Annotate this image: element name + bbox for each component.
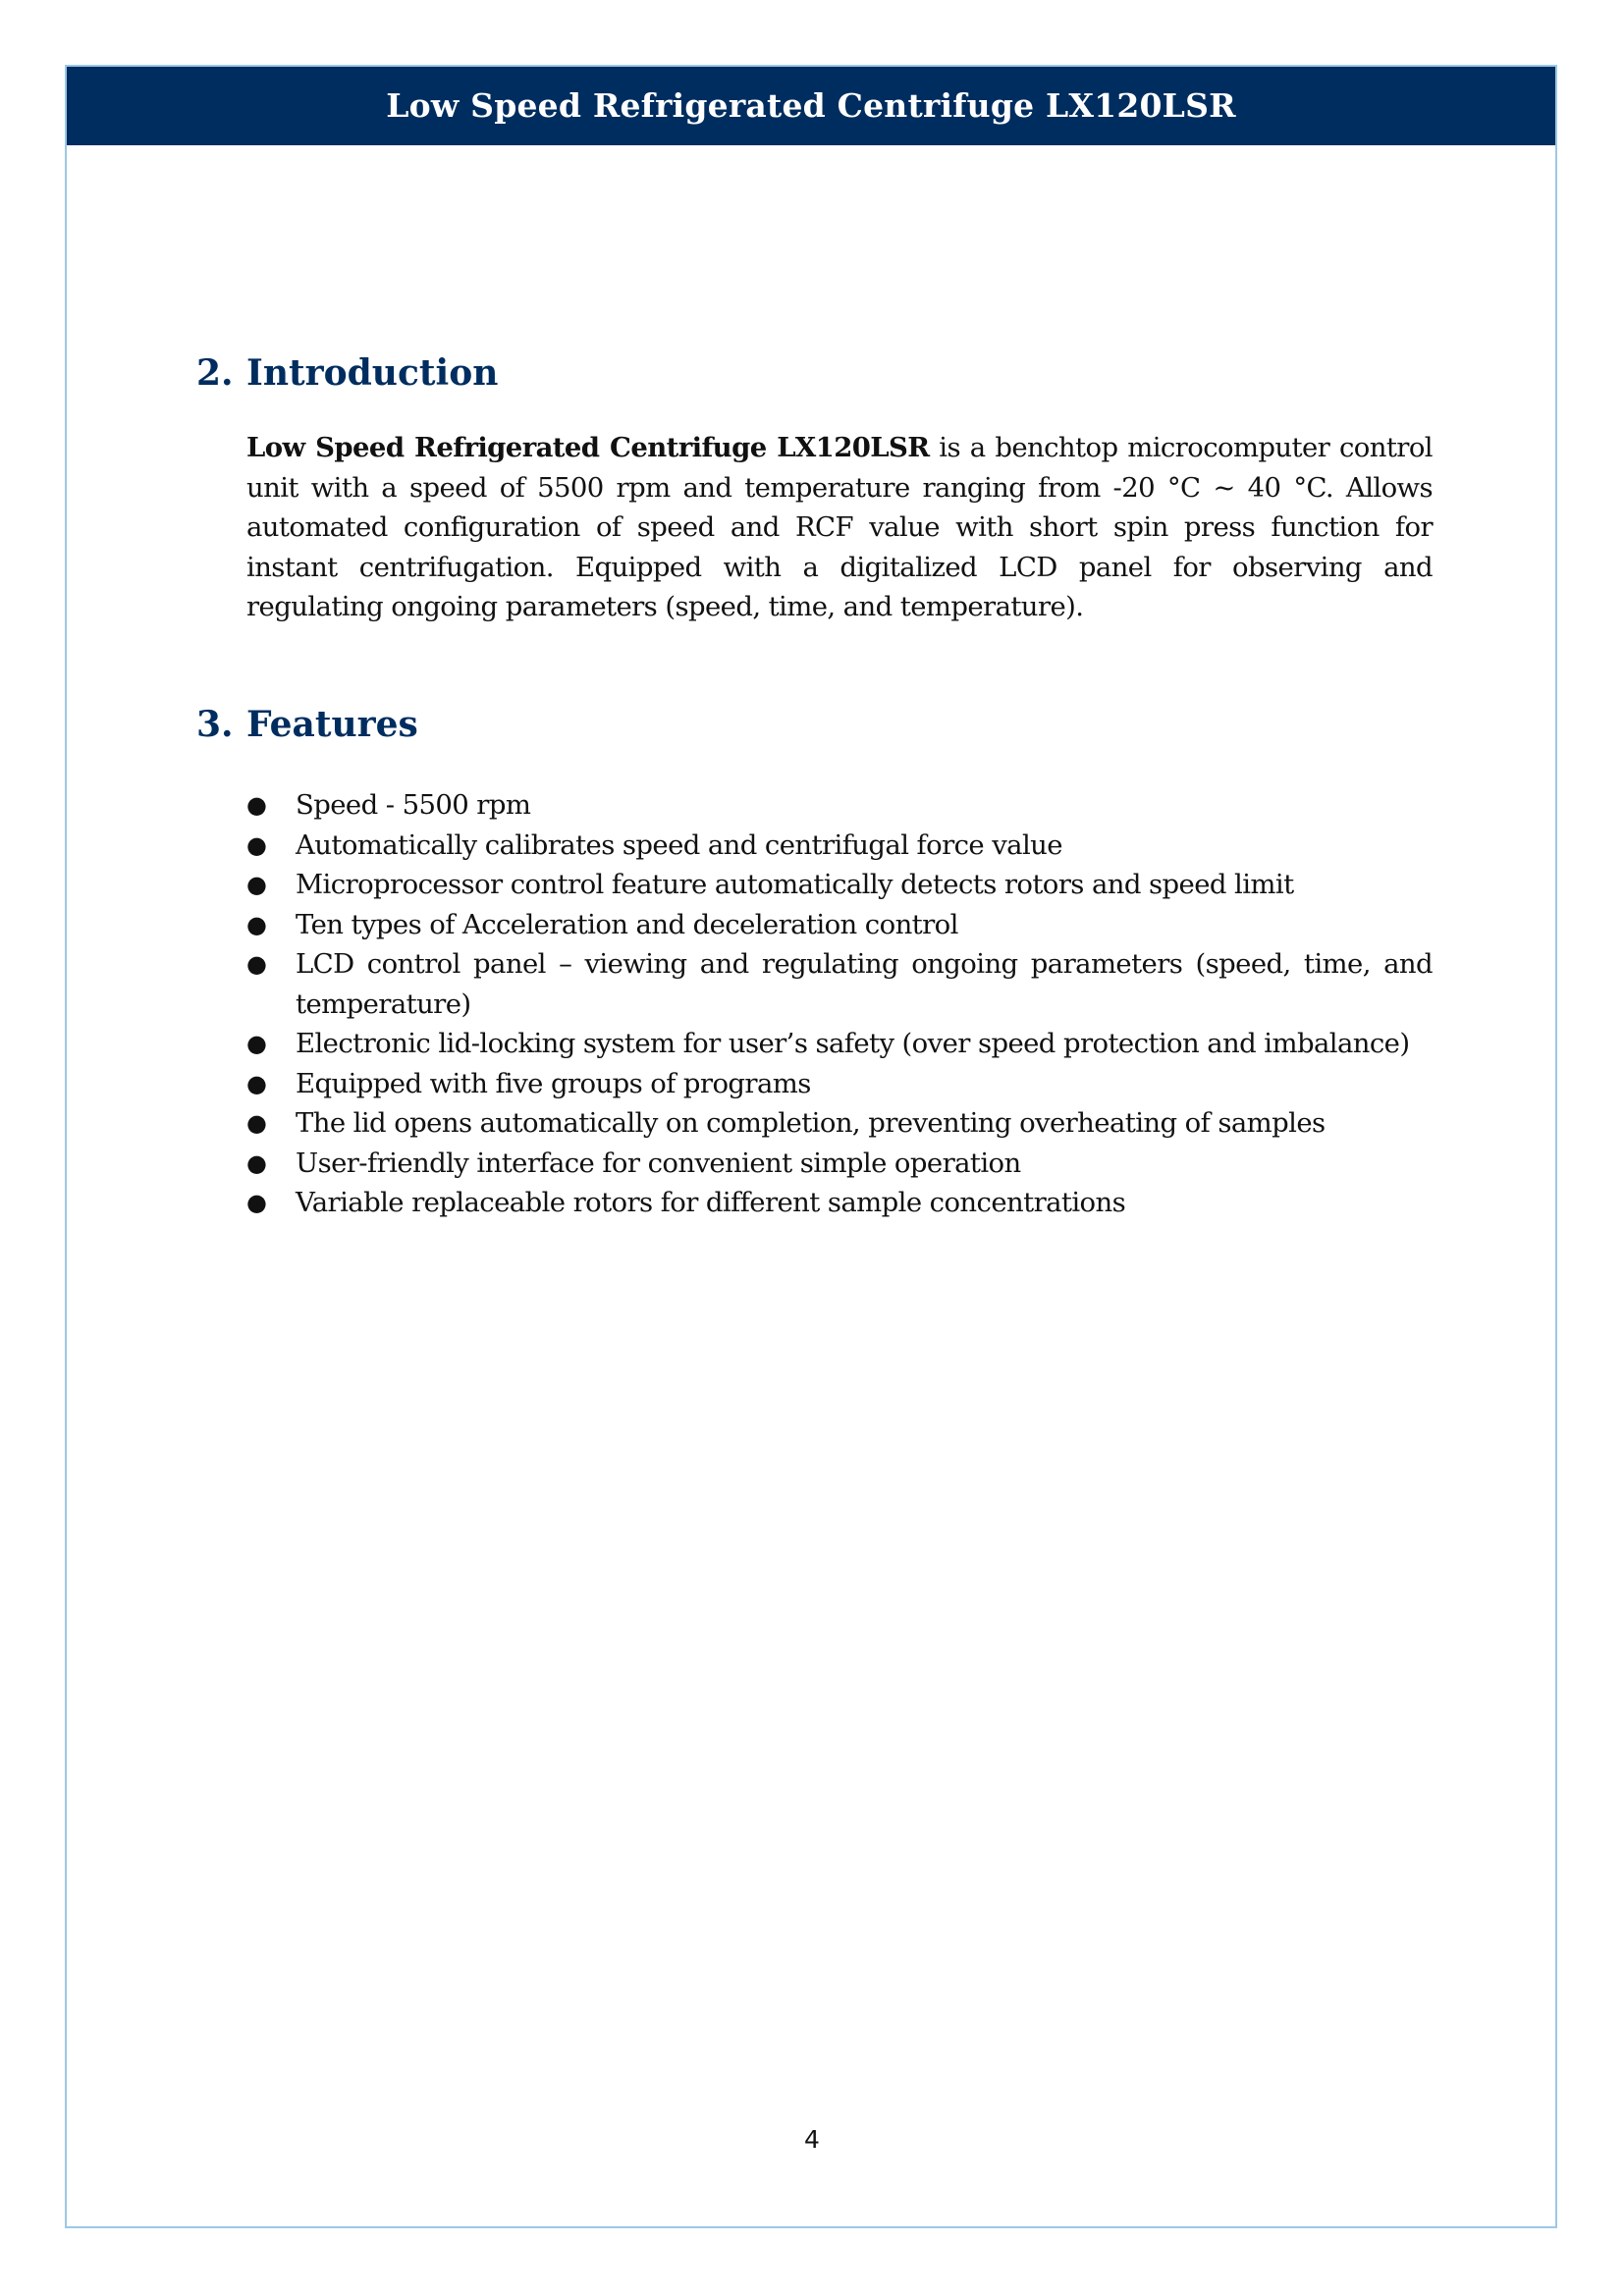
feature-text: Speed - 5500 rpm — [296, 789, 531, 821]
introduction-heading — [196, 351, 498, 395]
feature-list-item — [246, 944, 1433, 1024]
bullet-icon: ● — [246, 1069, 267, 1097]
features-heading — [196, 703, 418, 746]
features-section — [196, 703, 1433, 1218]
features-heading-text: Features — [246, 704, 418, 745]
bullet-icon: ● — [246, 910, 267, 938]
bullet-icon: ● — [246, 1189, 267, 1216]
bullet-icon: ● — [246, 791, 267, 819]
introduction-section — [196, 351, 1433, 622]
feature-text: LCD control panel – viewing and regulating ongoing parameters (speed, time, and temperature) — [296, 948, 1433, 1020]
feature-list-item — [246, 1024, 1433, 1064]
feature-list-item — [246, 865, 1433, 905]
bullet-icon: ● — [246, 1148, 267, 1177]
page-number: 4 — [804, 2125, 820, 2154]
introduction-heading-text: Introduction — [246, 352, 499, 394]
feature-text: Equipped with five groups of programs — [296, 1067, 811, 1099]
feature-list-item — [246, 785, 1433, 826]
feature-text: The lid opens automatically on completion, preventing overheating of samples — [296, 1107, 1326, 1139]
bullet-icon: ● — [246, 1030, 267, 1057]
bullet-icon: ● — [246, 1109, 267, 1137]
introduction-body-text: is a benchtop microcomputer control unit with a speed of 5500 rpm and temperature ranging from -20 °C ~ 40 °C. Allows automated configuration of speed and RCF value with short spin press function for instant centrifugation. Equipped with a digitalized LCD panel for observing and regulating ongoing parameters (speed, time, and temperature). — [246, 432, 1433, 622]
feature-text: Ten types of Acceleration and deceleration control — [296, 908, 958, 940]
feature-text: Microprocessor control feature automatically detects rotors and speed limit — [296, 869, 1294, 900]
features-section-number: 3. — [196, 704, 234, 745]
feature-text: Electronic lid-locking system for user’s safety (over speed protection and imbalance) — [296, 1028, 1410, 1059]
introduction-section-number: 2. — [196, 352, 234, 394]
introduction-paragraph — [246, 428, 1433, 627]
feature-list-item — [246, 1144, 1433, 1184]
page-header-title: Low Speed Refrigerated Centrifuge LX120LSR — [67, 67, 1555, 145]
feature-list-item — [246, 1064, 1433, 1104]
introduction-product-name: Low Speed Refrigerated Centrifuge LX120LSR — [246, 432, 930, 463]
feature-list-item — [246, 1183, 1433, 1223]
features-list — [246, 785, 1433, 1223]
feature-text: Automatically calibrates speed and centrifugal force value — [296, 828, 1062, 861]
feature-text: Variable replaceable rotors for different sample concentrations — [296, 1187, 1126, 1218]
bullet-icon: ● — [246, 950, 267, 978]
feature-list-item — [246, 1103, 1433, 1144]
feature-list-item — [246, 826, 1433, 866]
bullet-icon: ● — [246, 871, 267, 898]
feature-text: User-friendly interface for convenient simple operation — [296, 1147, 1021, 1179]
feature-list-item — [246, 905, 1433, 945]
bullet-icon: ● — [246, 830, 267, 859]
